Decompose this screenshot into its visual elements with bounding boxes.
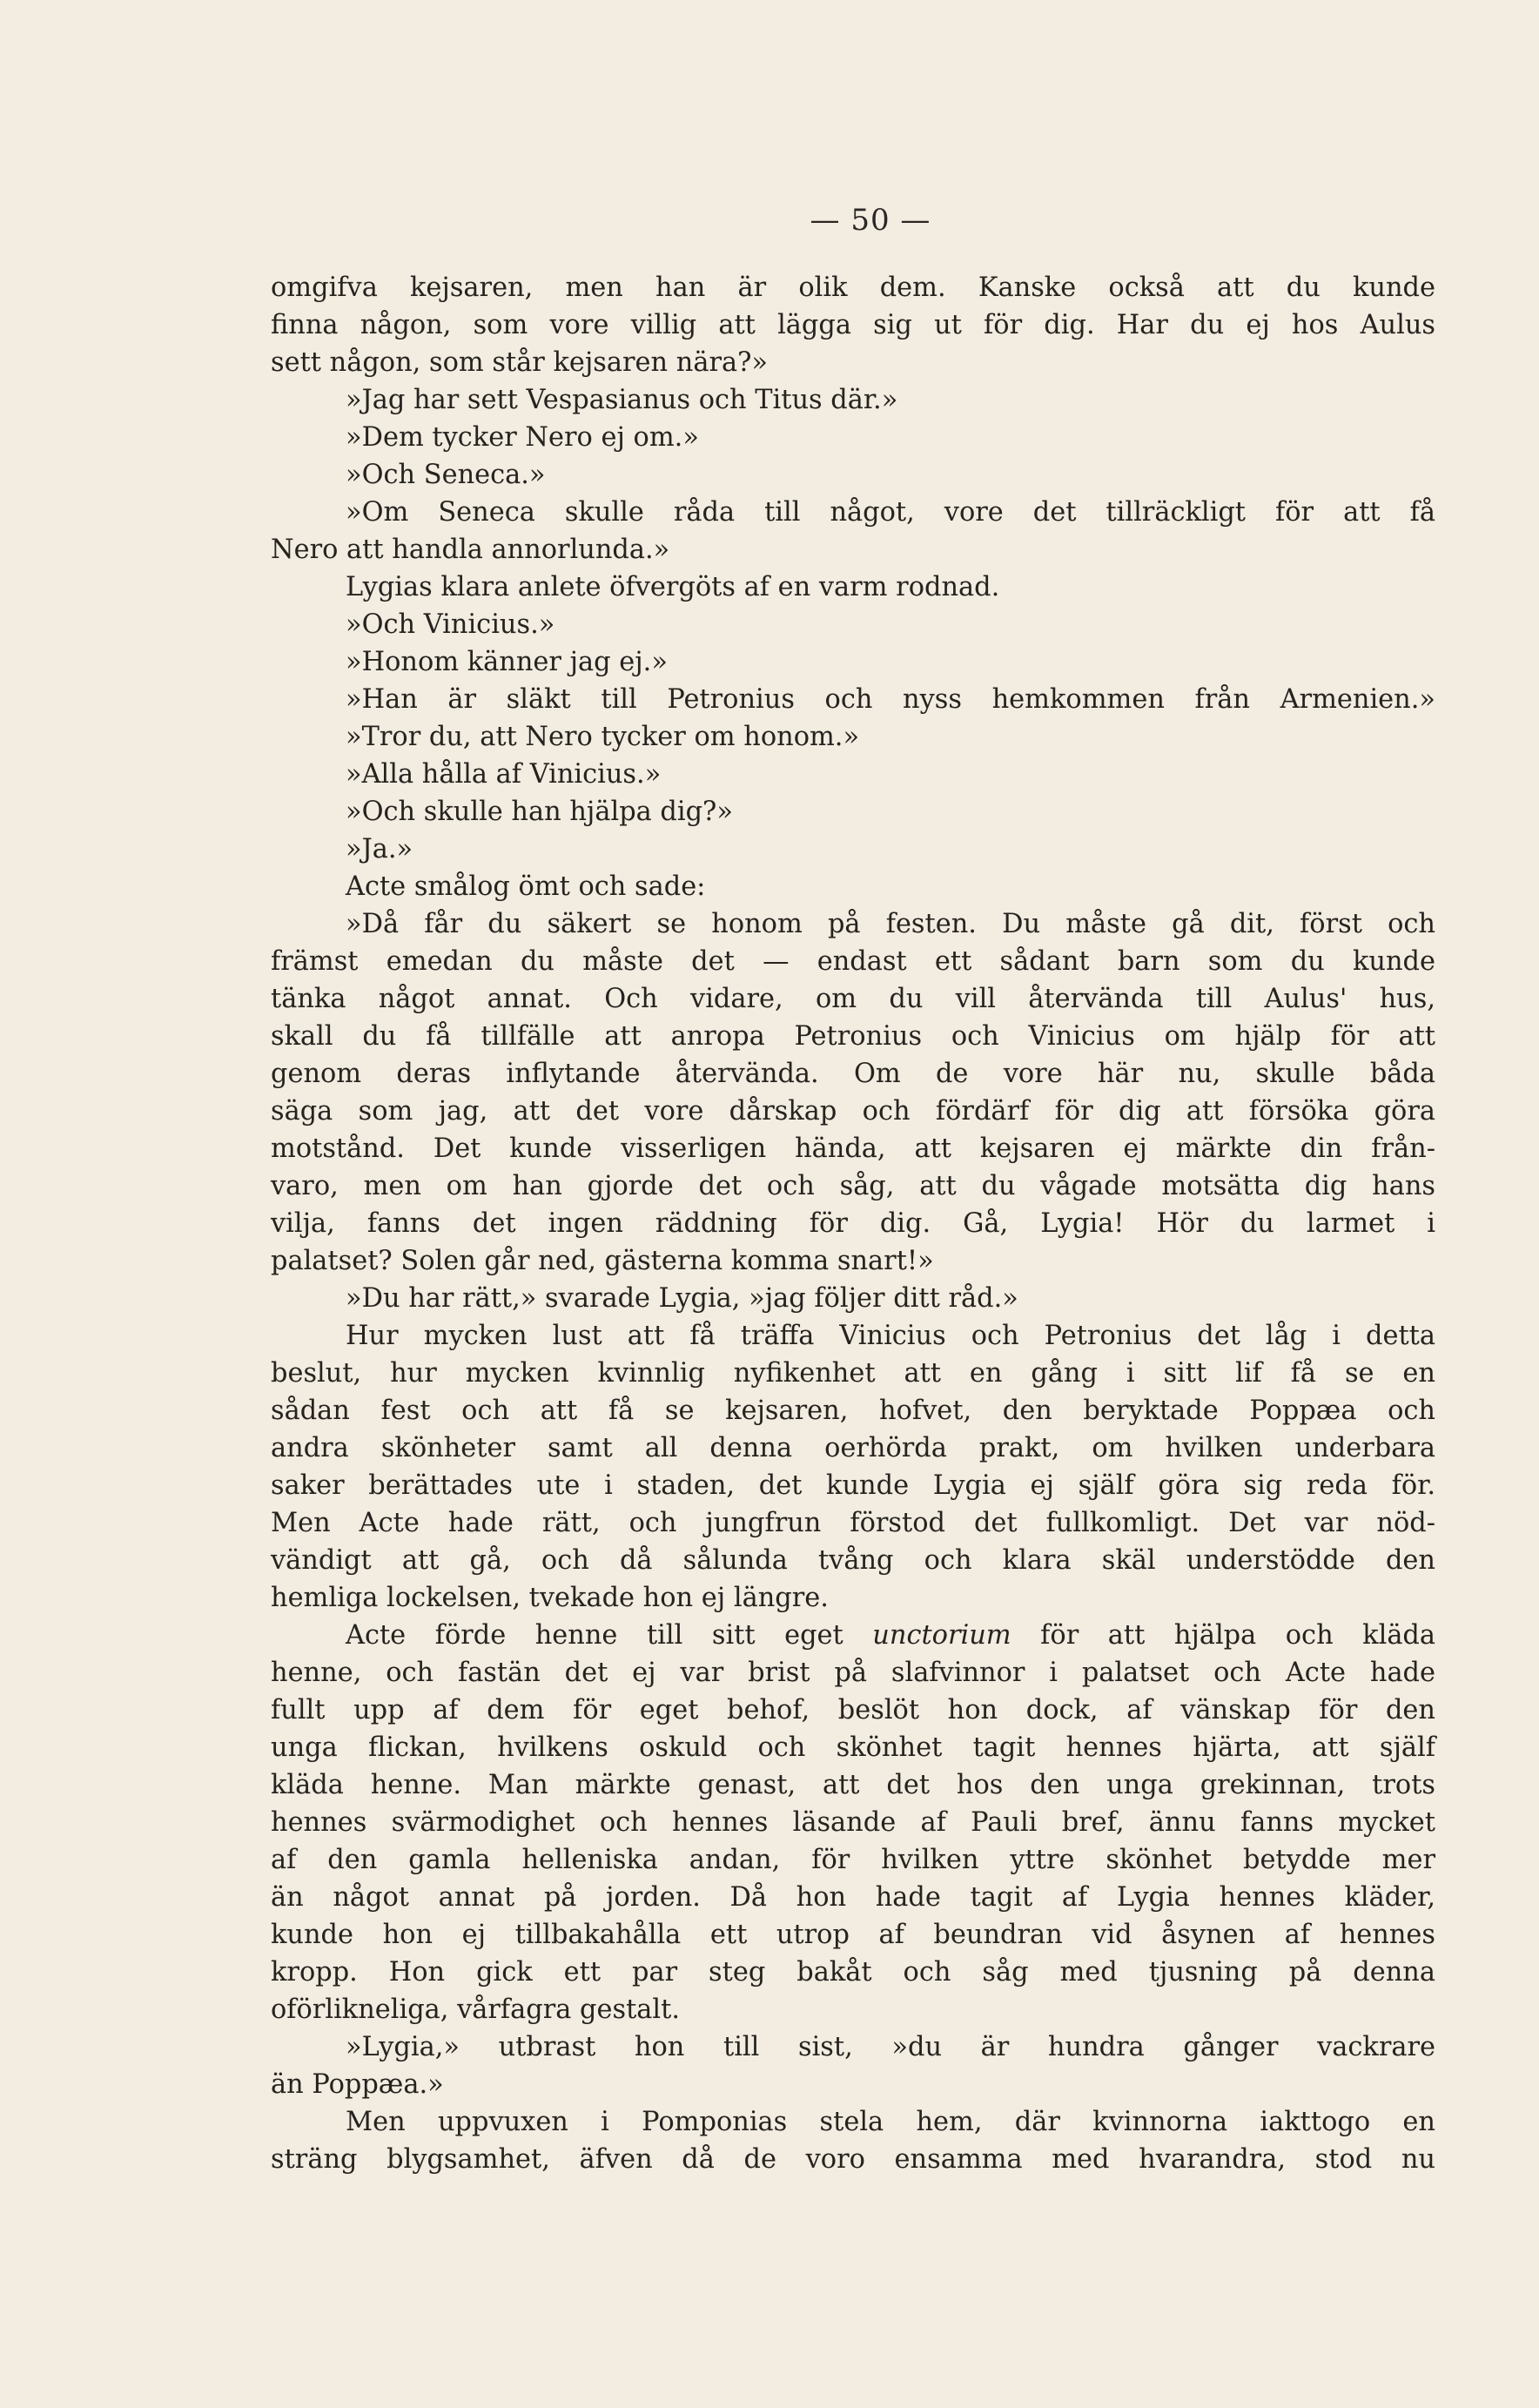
text-line: beslut, hur mycken kvinnlig nyfikenhet att en gång i sitt lif få se en [271,1358,1435,1389]
text-line: sådan fest och att få se kejsaren, hofvet, den beryktade Poppæa och [271,1396,1435,1426]
text-line: »Då får du säkert se honom på festen. Du måste gå dit, först och [346,909,1435,939]
text-line: Men Acte hade rätt, och jungfrun förstod det fullkomligt. Det var nöd- [271,1508,1435,1538]
text-line [271,1617,1435,1654]
text-line: fullt upp af dem för eget behof, beslöt hon dock, af vänskap för den [271,1695,1435,1725]
text-line: »Lygia,» utbrast hon till sist, »du är hundra gånger vackrare [346,2032,1435,2062]
text-line: kläda henne. Man märkte genast, att det hos den unga grekinnan, trots [271,1770,1435,1800]
text-line: andra skönheter samt all denna oerhörda prakt, om hvilken underbara [271,1433,1435,1463]
text-line: Men uppvuxen i Pomponias stela hem, där kvinnorna iakttogo en [346,2107,1435,2137]
text-line: af den gamla helleniska andan, för hvilken yttre skönhet betydde mer [271,1845,1435,1875]
text-line: saker berättades ute i staden, det kunde Lygia ej själf göra sig reda för. [271,1470,1435,1501]
text-line: genom deras inflytande återvända. Om de vore här nu, skulle båda [271,1059,1435,1089]
text-line: Hur mycken lust att få träffa Vinicius och Petronius det låg i detta [346,1321,1435,1351]
text-line: Acte smålog ömt och sade: [346,871,706,902]
italic-term: unctorium [872,1620,1011,1651]
text-line: än Poppæa.» [271,2069,444,2100]
text-line: motstånd. Det kunde visserligen hända, att kejsaren ej märkte din från- [271,1133,1435,1164]
text-line: Nero att handla annorlunda.» [271,535,670,565]
text-line: »Ja.» [346,834,413,864]
text-line: »Om Seneca skulle råda till något, vore det tillräckligt för att få [346,497,1435,528]
text-line: »Du har rätt,» svarade Lygia, »jag följer ditt råd.» [346,1283,1018,1314]
text-line: säga som jag, att det vore dårskap och fördärf för dig att försöka göra [271,1096,1435,1127]
text-line: »Honom känner jag ej.» [346,647,668,677]
text-line: palatset? Solen går ned, gästerna komma snart!» [271,1246,934,1276]
text-line: hennes svärmodighet och hennes läsande af Pauli bref, ännu fanns mycket [271,1807,1435,1838]
text-line: vändigt att gå, och då sålunda tvång och klara skäl understödde den [271,1545,1435,1576]
page-number: — 50 — [810,203,931,238]
text-line: Lygias klara anlete öfvergöts af en varm rodnad. [346,572,1000,602]
text-line: sträng blygsamhet, äfven då de voro ensamma med hvarandra, stod nu [271,2144,1435,2175]
text-line: »Och skulle han hjälpa dig?» [346,797,733,827]
text-line: vilja, fanns det ingen räddning för dig. Gå, Lygia! Hör du larmet i [271,1208,1435,1239]
text-line: »Alla hålla af Vinicius.» [346,759,662,790]
text-line: »Jag har sett Vespasianus och Titus där.» [346,385,898,415]
text-line: än något annat på jorden. Då hon hade tagit af Lygia hennes kläder, [271,1882,1435,1913]
text-line: kropp. Hon gick ett par steg bakåt och såg med tjusning på denna [271,1957,1435,1988]
text-line: unga flickan, hvilkens oskuld och skönhet tagit hennes hjärta, att själf [271,1732,1435,1763]
text-line: »Tror du, att Nero tycker om honom.» [346,722,860,752]
text-line: »Han är släkt till Petronius och nyss hemkommen från Armenien.» [346,684,1435,715]
text-line: finna någon, som vore villig att lägga sig ut för dig. Har du ej hos Aulus [271,310,1435,340]
text-line: skall du få tillfälle att anropa Petronius och Vinicius om hjälp för att [271,1021,1435,1052]
text-line: »Och Seneca.» [346,460,546,490]
body-text [271,269,1435,2178]
text-line: tänka något annat. Och vidare, om du vill återvända till Aulus' hus, [271,984,1435,1014]
text-line: oförlikneliga, vårfagra gestalt. [271,1994,681,2025]
text-line: »Dem tycker Nero ej om.» [346,422,699,453]
text-line: främst emedan du måste det — endast ett sådant barn som du kunde [271,946,1435,977]
text-line: »Och Vinicius.» [346,609,555,640]
text-line: sett någon, som står kejsaren nära?» [271,347,768,378]
text-segment: för att hjälpa och kläda [1011,1620,1436,1651]
text-line: varo, men om han gjorde det och såg, att du vågade motsätta dig hans [271,1171,1435,1201]
text-line: omgifva kejsaren, men han är olik dem. Kanske också att du kunde [271,272,1435,303]
text-segment: Acte förde henne till sitt eget [346,1620,873,1651]
text-line: kunde hon ej tillbakahålla ett utrop af beundran vid åsynen af hennes [271,1920,1435,1950]
text-line: henne, och fastän det ej var brist på slafvinnor i palatset och Acte hade [271,1658,1435,1688]
text-line: hemliga lockelsen, tvekade hon ej längre. [271,1583,829,1613]
